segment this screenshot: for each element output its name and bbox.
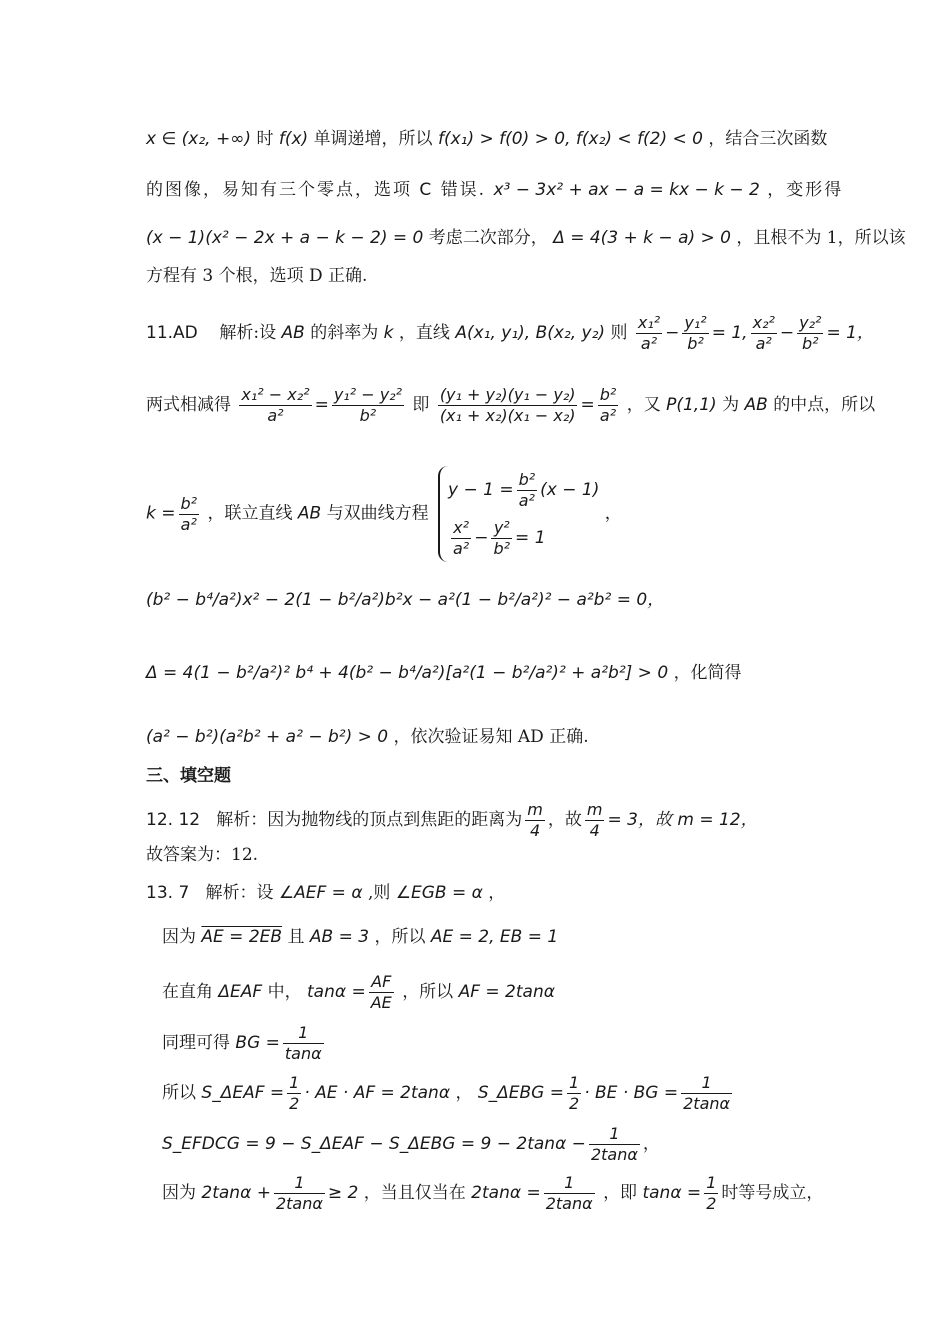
text: 解析:设 xyxy=(219,323,277,343)
math: ΔEAF xyxy=(218,982,263,1002)
question-number: 13. 7 xyxy=(146,883,190,903)
fraction: $\frac{\text{x₁² − x₂²}}{\text{a²}}$ xyxy=(241,385,310,425)
fraction: $\frac{AF}{AE}$ xyxy=(370,972,392,1012)
q11-line-5 xyxy=(146,661,810,685)
q11-line-1: 11.AD 解析:设 AB 的斜率为 k ，直线 A(x₁, y₁), B(x₂, y₂) 则 $\frac{\text{x₁²}}{\text{a²}}$ − $\frac{\text{y₁²}}{\text{b²}}$ = 1, $\frac{\text{x₂²}}{\text{a²}}$ − $\frac{\text{y₂²}}{\text{b²}}$ = 1， xyxy=(146,313,874,353)
math: = 3，故 xyxy=(607,810,672,830)
q12-line-1 xyxy=(146,800,810,841)
math: S_ΔEBG = xyxy=(477,1083,565,1103)
math: ∠EGB = α xyxy=(395,883,483,903)
text: 在直角 xyxy=(162,982,213,1002)
fraction: $\frac{\text{y₁² − y₂²}}{\text{b²}}$ xyxy=(333,385,402,425)
text: ，变形得 xyxy=(767,180,844,200)
text: ，所以 xyxy=(402,982,454,1002)
math: BG = xyxy=(235,1033,280,1053)
fraction: $\frac{\text{x₂²}}{\text{a²}}$ xyxy=(752,313,775,353)
question-number: 12. 12 xyxy=(146,810,201,830)
text: ，当且仅当在 xyxy=(363,1183,466,1203)
math: · BE · BG = xyxy=(584,1083,679,1103)
math: ≥ 2 xyxy=(327,1183,359,1203)
text-line: 方程有 3 个根，选项 D 正确. xyxy=(146,266,368,286)
text: 因为 xyxy=(162,927,196,947)
text: ,则 xyxy=(367,883,391,903)
math: AB xyxy=(297,503,322,524)
math: ∠AEF = α xyxy=(278,883,363,903)
fraction: $\frac{1}{\tan\alpha}$ xyxy=(284,1023,322,1063)
math: Δ = 4(1 − b²/a²)² b⁴ + 4(b² − b⁴/a²)[a²(1 − b²/a²)² + a²b²] > 0 xyxy=(146,663,669,683)
math: · AE · AF = 2tanα xyxy=(304,1083,451,1103)
text: ，又 xyxy=(626,395,661,415)
math: (x − 1)(x² − 2x + a − k − 2) = 0 xyxy=(146,228,424,248)
text: 即 xyxy=(412,395,430,415)
q13-line-5 xyxy=(162,1073,810,1114)
math: AE = 2, EB = 1 xyxy=(430,927,559,947)
math: = 1， xyxy=(826,323,874,343)
q11-line-2: 两式相减得 $\frac{\text{x₁² − x₂²}}{\text{a²}}$ = $\frac{\text{y₁² − y₂²}}{\text{b²}}$ 即 $\frac{\text{(y₁ + y₂)(y₁ − y₂)}}{\text{(x₁ + x₂)(x₁ − x₂)}}$ = $\frac{\text{b²}}{\text{a²}}$ ，又 P(1,1) 为 AB 的中点，所以 xyxy=(146,385,876,425)
text: ，所以 xyxy=(374,927,426,947)
text: ，且根不为 1，所以该 xyxy=(736,228,906,248)
fraction: $\frac{m}{4}$ xyxy=(586,800,603,840)
text-line xyxy=(146,226,906,250)
text: 的中点，所以 xyxy=(773,395,876,415)
fraction: $\frac{1}{2\tan\alpha}$ xyxy=(590,1124,638,1164)
q13-line-7 xyxy=(162,1173,824,1214)
text: ，联立直线 xyxy=(207,503,293,524)
fraction: $\frac{1}{2}$ xyxy=(706,1173,717,1213)
math: tanα = xyxy=(307,982,366,1002)
text: 为 xyxy=(722,395,740,415)
fraction: $\frac{\text{y₂²}}{\text{b²}}$ xyxy=(799,313,822,353)
text: 因为 xyxy=(162,1183,196,1203)
text: ， xyxy=(488,883,506,903)
text-line xyxy=(146,178,844,202)
math: f(x) xyxy=(278,129,309,149)
text: 错误. xyxy=(440,180,487,200)
math: k = xyxy=(146,503,176,524)
math: AE = 2EB xyxy=(201,927,283,947)
q11-line-6 xyxy=(146,725,810,749)
section-heading: 三、填空题 xyxy=(146,766,231,786)
fraction: $\frac{1}{2}$ xyxy=(569,1073,580,1113)
math: AF = 2tanα xyxy=(458,982,555,1002)
text: 解析：因为抛物线的顶点到焦距的距离为 xyxy=(216,810,523,830)
text: 的图像，易知有三个零点，选项 xyxy=(146,180,412,200)
math: = 1, xyxy=(711,323,748,343)
math: S_ΔEAF = xyxy=(201,1083,285,1103)
text: 的斜率为 xyxy=(310,323,379,343)
math: x ∈ (x₂, +∞) xyxy=(146,129,252,149)
text: 且 xyxy=(287,927,305,947)
math: AB xyxy=(744,395,768,415)
math: tanα = xyxy=(642,1183,702,1203)
fraction: $\frac{\text{y₁²}}{\text{b²}}$ xyxy=(684,313,707,353)
text: ，故 xyxy=(547,810,582,830)
fraction: $\frac{1}{2\tan\alpha}$ xyxy=(275,1173,323,1213)
q13-line-3 xyxy=(162,972,810,1013)
math: 2tanα = xyxy=(471,1183,541,1203)
text: 中， xyxy=(267,982,302,1002)
text: ，结合三次函数 xyxy=(708,129,828,149)
question-number: 11.AD xyxy=(146,323,198,343)
math: f(x₁) > f(0) > 0, f(x₂) < f(2) < 0 xyxy=(437,129,703,149)
text: ， xyxy=(455,1083,473,1103)
text: 两式相减得 xyxy=(146,395,231,415)
text: ， xyxy=(642,1134,660,1154)
text: ，即 xyxy=(603,1183,638,1203)
fraction: $\frac{1}{2\tan\alpha}$ xyxy=(545,1173,593,1213)
fraction: $\frac{\text{b²}}{\text{a²}}$ xyxy=(180,493,198,534)
math: k xyxy=(383,323,394,343)
q13-line-6 xyxy=(162,1124,810,1165)
q13-line-2 xyxy=(162,925,810,949)
fraction: $\frac{m}{4}$ xyxy=(527,800,543,840)
math: P(1,1) xyxy=(666,395,717,415)
math: AB = 3 xyxy=(309,927,370,947)
text: 同理可得 xyxy=(162,1033,230,1053)
math: x³ − 3x² + ax − a = kx − k − 2 xyxy=(493,180,760,200)
fraction: $\frac{1}{2}$ xyxy=(289,1073,300,1113)
text: 时等号成立， xyxy=(721,1183,824,1203)
math: AB xyxy=(281,323,305,343)
text: 与双曲线方程 xyxy=(326,503,429,524)
q11-line-3 xyxy=(146,466,810,562)
math: S_EFDCG = 9 − S_ΔEAF − S_ΔEBG = 9 − 2tanα − xyxy=(162,1134,586,1154)
math: (b² − b⁴/a²)x² − 2(1 − b²/a²)b²x − a²(1 − b²/a²)² − a²b² = 0， xyxy=(146,590,665,610)
math: m = 12， xyxy=(677,810,758,830)
fraction: $\frac{\text{(y₁ + y₂)(y₁ − y₂)}}{\text{(x₁ + x₂)(x₁ − x₂)}}$ xyxy=(439,385,576,425)
text: ，化简得 xyxy=(673,663,742,683)
text: ，依次验证易知 AD 正确. xyxy=(393,727,589,747)
answer-line: 故答案为：12. xyxy=(146,845,259,865)
fraction: $\frac{\text{b²}}{\text{a²}}$ xyxy=(599,385,617,425)
q13-line-4 xyxy=(162,1023,810,1064)
text: 解析：设 xyxy=(205,883,274,903)
q13-line-1 xyxy=(146,881,810,905)
text: ，直线 xyxy=(398,323,450,343)
fraction: $\frac{1}{2\tan\alpha}$ xyxy=(683,1073,731,1113)
math: Δ = 4(3 + k − a) > 0 xyxy=(553,228,731,248)
text: 考虑二次部分， xyxy=(428,228,548,248)
text: C xyxy=(419,180,434,200)
text: ， xyxy=(604,503,622,524)
text: 单调递增，所以 xyxy=(313,129,433,149)
text-line xyxy=(146,127,828,151)
text: 所以 xyxy=(162,1083,196,1103)
math: (a² − b²)(a²b² + a² − b²) > 0 xyxy=(146,727,389,747)
fraction: $\frac{\text{x₁²}}{\text{a²}}$ xyxy=(637,313,661,353)
text: 则 xyxy=(610,323,628,343)
math: A(x₁, y₁), B(x₂, y₂) xyxy=(455,323,606,343)
q11-line-4 xyxy=(146,588,810,612)
equation-system: y − 1 = $\frac{\text{b²}}{\text{a²}}$ (x − 1) $\frac{\text{x²}}{\text{a²}}$ − $\frac{\text{y²}}{\text{b²}}$ = 1 xyxy=(438,466,599,562)
text: 时 xyxy=(256,129,274,149)
math: 2tanα + xyxy=(201,1183,271,1203)
